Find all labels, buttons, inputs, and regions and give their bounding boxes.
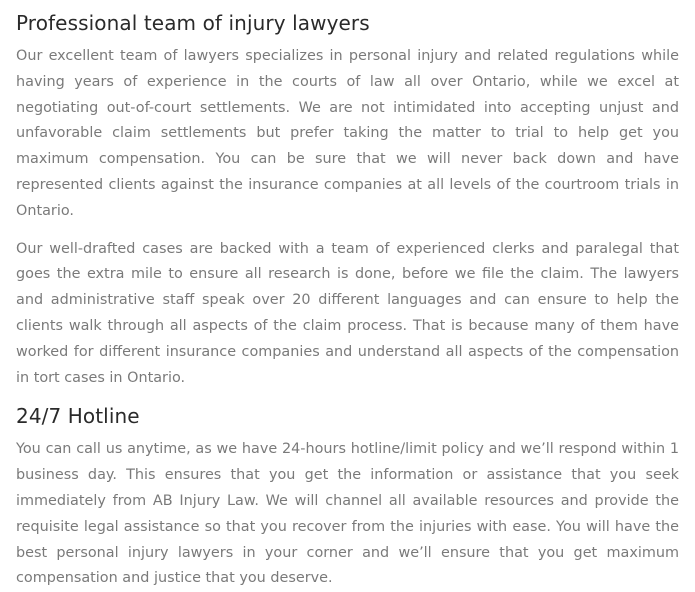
section-paragraph: Our excellent team of lawyers specializes in personal injury and related regulations while having years of experience in the courts of law all over Ontario, while we excel at negotiating out-of-court settlements. We are not intimidated into accepting unjust and unfavorable claim settlements but prefer taking the matter to trial to help get you maximum compensation. You can be sure that we will never back down and have represented clients against the insurance companies at all levels of the courtroom trials in Ontario. [16, 48, 679, 219]
section-paragraph: Our well-drafted cases are backed with a team of experienced clerks and paralegal that goes the extra mile to ensure all research is done, before we file the claim. The lawyers and administrative staff speak over 20 different languages and can ensure to help the clients walk through all aspects of the claim process. That is because many of them have worked for different insurance companies and understand all aspects of the compensation in tort cases in Ontario. [16, 240, 679, 386]
section-hotline [16, 403, 679, 592]
section-heading: Professional team of injury lawyers [16, 11, 370, 35]
section-professional-team [16, 10, 679, 391]
section-paragraph: You can call us anytime, as we have 24-hours hotline/limit policy and we’ll respond within 1 business day. This ensures that you get the information or assistance that you seek immediately from AB Injury Law. We will channel all available resources and provide the requisite legal assistance so that you recover from the injuries with ease. You will have the best personal injury lawyers in your corner and we’ll ensure that you get maximum compensation and justice that you deserve. [16, 441, 679, 587]
section-heading: 24/7 Hotline [16, 404, 140, 429]
